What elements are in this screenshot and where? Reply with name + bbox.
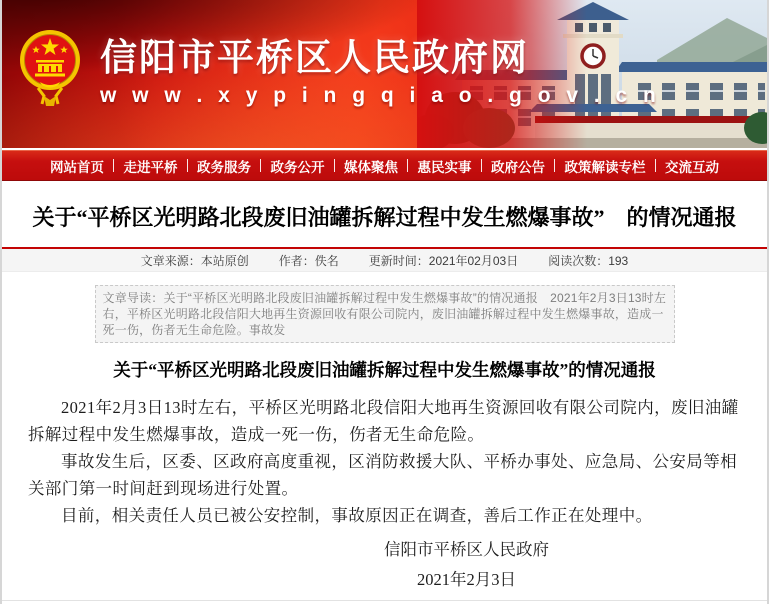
nav-item-livelihood[interactable]: 惠民实事: [417, 159, 472, 175]
nav-item-about[interactable]: 走进平桥: [123, 159, 178, 175]
meta-author: 作者：佚名: [278, 253, 339, 268]
site-url: w w w . x y p i n g q i a o . g o v . c n: [100, 84, 661, 107]
paragraph: 目前，相关责任人员已被公安控制，事故原因正在调查，善后工作正在处理中。: [61, 506, 653, 525]
nav-item-announcements[interactable]: 政府公告: [491, 159, 545, 175]
article-meta-bar: [2, 249, 767, 272]
signature-org: 信阳市平桥区人民政府: [384, 540, 549, 559]
nav-separator: [655, 159, 656, 172]
national-emblem-icon: [18, 26, 82, 122]
nav-separator: [334, 159, 335, 172]
paragraph: 2021年2月3日13时左右，平桥区光明路北段信阳大地再生资源回收有限公司院内，废旧油罐拆解过程中发生燃爆事故，造成一死一伤，伤者无生命危险。: [28, 398, 739, 444]
nav-separator: [187, 159, 188, 172]
paragraph: 事故发生后，区委、区政府高度重视，区消防救援大队、平桥办事处、应急局、公安局等相关部门第一时间赶到现场进行处置。: [28, 452, 737, 498]
site-title: 信阳市平桥区人民政府网: [100, 37, 529, 78]
signature-date: 2021年2月3日: [417, 570, 516, 589]
banner-text: [100, 38, 661, 108]
nav-separator: [554, 159, 555, 172]
meta-updated: 更新时间：2021年02月03日: [368, 253, 519, 268]
nav-item-services[interactable]: 政务服务: [197, 159, 251, 175]
article-title: 关于“平桥区光明路北段废旧油罐拆解过程中发生燃爆事故” 的情况通报: [32, 205, 737, 230]
article-summary: 文章导读：关于“平桥区光明路北段废旧油罐拆解过程中发生燃爆事故”的情况通报 2021年2月3日13时左右，平桥区光明路北段信阳大地再生资源回收有限公司院内，废旧油罐拆解过程中发生燃爆事故，造成一死一伤，伤者无生命危险。事故发: [95, 285, 675, 343]
main-nav: [2, 150, 767, 181]
nav-separator: [113, 159, 114, 172]
site-header: [2, 0, 767, 148]
meta-source: 文章来源：本站原创: [140, 253, 249, 268]
footer-divider: [2, 600, 767, 601]
nav-separator: [481, 159, 482, 172]
nav-item-disclosure[interactable]: 政务公开: [270, 159, 325, 175]
meta-views: 阅读次数：193: [548, 253, 629, 268]
signature-block: [384, 535, 549, 595]
nav-separator: [260, 159, 261, 172]
nav-item-policy[interactable]: 政策解读专栏: [564, 159, 646, 175]
article-body: [2, 394, 767, 529]
nav-item-media[interactable]: 媒体聚焦: [344, 159, 398, 175]
article-inner-title: 关于“平桥区光明路北段废旧油罐拆解过程中发生燃爆事故”的情况通报: [113, 360, 656, 380]
nav-item-home[interactable]: 网站首页: [50, 159, 104, 175]
nav-separator: [407, 159, 408, 172]
article: [2, 197, 767, 595]
nav-item-interaction[interactable]: 交流互动: [665, 159, 719, 175]
